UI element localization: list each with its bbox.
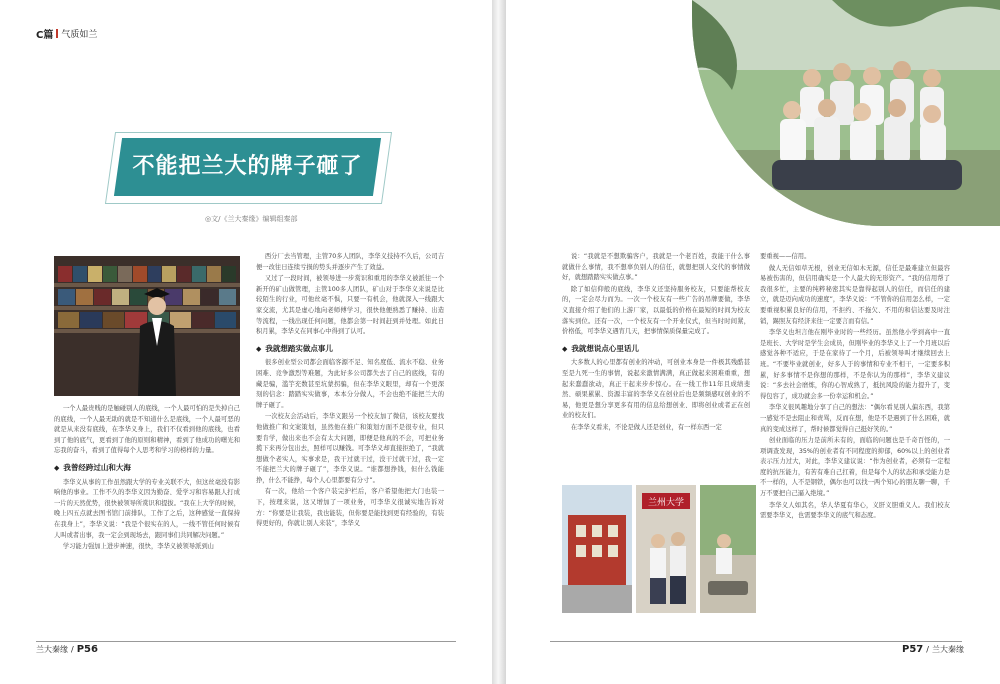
paragraph: 李华义很风趣地分享了自己的想法：“偶尔看见别人偏东西，我第一感觉不是去阻止和责骂，反而在想，他是不是遇到了什么困难，就真的变成这样了，帮时候都觉得自己挺好笑的。”: [760, 404, 950, 433]
diamond-icon: ◆: [54, 463, 60, 472]
paragraph: 一次校友会活动后，李华义跟另一个校友加了微信，该校友要找他做推广和文案策划，虽然他在推广和策划方面不是很专业，但只要肯学，做出来也不会有太大问题，即便是他真的不会，可把业务揽下来再分包出去，照样可以赚钱。可李华义却直接拒绝了，“我就想做个老实人，实事求是，我干过就干过，没干过就干过，我一定不能把兰大的牌子砸了”，李华义说。“谁都想挣钱，但什么钱能挣，什么不能挣，每个人心里都要有分寸”。: [256, 413, 444, 484]
paragraph: 说：“我就是不想欺骗客户，我就是一个老百姓，我能干什么事就做什么事情，我不想辜负别人的信任，就想把别人交代的事情做好，就想踏踏实实做点事。”: [562, 253, 750, 282]
section-name: 气质如兰: [61, 30, 98, 40]
subhead-2: ◆ 我就想踏实做点事儿: [256, 343, 333, 353]
folio-brand: 兰大秦缘: [931, 645, 964, 654]
paragraph: 在李华义看来，不论是做人还是创业，有一样东西一定: [570, 423, 722, 431]
paragraph: 要重视——信用。: [760, 253, 811, 260]
paragraph: 西分厂去当管理，主管70多人团队，李华义技持不久后，公司吉便一改往日连续亏损的势头并逐步产生了效益。: [256, 253, 444, 271]
right-col2: [760, 252, 950, 523]
subhead-3: ◆ 我就想说点心里话儿: [562, 343, 639, 353]
portrait-photo: [54, 256, 240, 396]
graduate-figure: [132, 286, 182, 396]
left-col1: [54, 404, 240, 554]
title-banner: [110, 132, 385, 202]
paragraph: 除了如信仰般的底线，李华义还坚持服务校友，只要能帮校友的，一定会尽力而为。一次一个校友有一些广告的吊牌要做，李华义直接介绍了他们的上游厂家，以最低的价格在最短的时间为校友落实到位。还有一次，一个校友有一个开业仪式，但当时时间紧，价格低，可李华义遇宵几天，把事情保质保量完成了。: [562, 285, 750, 336]
section-tag: [36, 26, 97, 41]
right-col1: [562, 252, 750, 435]
paragraph: 李华义也坦言他在刚毕业时的一些经历。虽然他小学到高中一直是班长、大学时是学生会成员，但刚毕业的李华义上了一个月班以后感觉各种不适应，于是在家待了一个月，后被领导叫才继续回去上班。“不要毕业就创业，好多人于的事情和专业不相干，一定要多积累，好多事情不是你想的那样，不是你认为的那样”，李华义建议说：“多去社会磨炼，你的心智成熟了，抵抗风险的能力提升了，变得包容了，成功就会多一份幸运和机会。”: [760, 329, 950, 400]
left-page: [0, 0, 492, 684]
section-bar: [56, 29, 58, 38]
folio-right: P57 / 兰大秦缘: [902, 644, 964, 655]
folio-brand: 兰大秦缘: [36, 645, 68, 654]
article-title: 不能把兰大的牌子砸了: [132, 153, 363, 179]
diamond-icon: ◆: [256, 344, 262, 353]
paragraph: 做人无信如草无根，创业无信如木无源，信任是最难建立但最容易被伤害的，但信用确实是一个人最大的无形资产。“我的信用帮了我很多忙，主要的纯粹秘密其实是靠得起别人的信任，而信任的建立，就是迈向成功的速度”，李华义说：“不管你的信用怎么样，一定要重视积累良好的信用，不拒约、不拖欠、不用的和信达要及时注销，踢照友有经济来往一定要言而有信。”: [760, 264, 950, 325]
section-mark: C篇: [36, 30, 54, 41]
folio-left: 兰大秦缘 / P56: [36, 644, 98, 655]
intro-paragraph: 一个人最贵贱的是触碰别人的底线，一个人最可怕的是失掉自己的底线，一个人最无助的就是不知道什么是底线，一个人最可恶的就是从来没有底线，在李华义身上，我们不仅看到他的底线，也看到了他的底气，更看到了他的原则和精神，看到了他成功的曙光和忘我的奋斗，看到了值得每个人思考和学习的榜样的力量。: [54, 405, 240, 455]
diamond-icon: ◆: [562, 344, 568, 353]
book-gutter: [492, 0, 506, 684]
paragraph: 李华义人如其名，华人华夏有华心，义肝义胆重义人。我们校友需要李华义，也需要李华义的底气和态度。: [760, 501, 950, 520]
campus-photo: [562, 485, 756, 613]
paragraph: 很多创业型公司都会面临客源不足、知名度低、流水不稳、业务困难、竞争激烈等难题，为此好多公司都失去了自己的底线，有的藏是骗，滥竽充数甚至坑蒙拐骗，但在李华义眼里，却有一个更深刻的信念：踏踏实实做事，本本分分做人，不会也绝不能把兰大的牌子砸了。: [256, 359, 444, 409]
paragraph: 又过了一段时间，被领导进一步赏识和重用的李华义被派往一个新开的矿山做管理，主管100多人团队，矿山对于李华义来说是比较陌生的行业，可他丝毫不惧，只要一有机会，他就深入一线跟大家交流，尤其是虚心地向老师傅学习，很快他便熟悉了赚持、出造等流程，一线出现任何问题，他都会第一时间赶到并处理。如此日积月累，李华义在同事心中得到了认可。: [256, 275, 444, 336]
byline: ◎文/《兰大秦缘》编辑组秦部: [205, 215, 298, 223]
campus-sign: 兰州大学: [647, 498, 685, 508]
paragraph: 大多数人的心里都有创业的冲动，可创业本身是一件极其残酷甚至是九死一生的事情，说起来激情满满，真正做起来困难重重，想起来蠢蠢欲动，真正干起来步步惊心。在一线工作11年且成绩斐然、硕果累累、资源丰富的李华义在创业后也是频频感叹创业的不易，他更是想分享更多有用的信息给想创业、即将创业或者正在创业的校友们。: [562, 359, 750, 420]
page-number: P57: [902, 644, 924, 655]
bookshelf-row: [58, 266, 236, 282]
subhead-1: ◆ 我曾经跨过山和大海: [54, 462, 131, 472]
paragraph: 有一次，他给一个客户装完护栏后，客户希望他把大门也装一下，按理来说，这又增加了一项业务，可李华义很诚实地告诉对方：“你要是让我装，我也能装，但你要是能找到更有经验的，有装得更好的，你就让别人来装”，李华义: [256, 488, 444, 528]
left-col2: [256, 252, 444, 531]
paragraph: 创业面临的压力是前所未有的，面临的问题也是千奇百怪的，一项调查发现，35%的创业者有不同程度的抑郁，60%以上的创业者表示压力过大，对此，李华义建议说：“作为创业者，必须有一定程度的抗压能力，有苦有难自己扛着，但是每个人的状态和承受能力是不一样的，人不是钢铁，偶尔也可以找一两个知心的朋友聊一聊，千万不要把自己逼入绝境。”: [760, 437, 950, 498]
paragraph: 学习能力强加上进步神速，很快，李华义被领导派到山: [62, 543, 214, 551]
paragraph: 李华义从事的工作虽然跟大学的专业关联不大，但这丝毫没有影响他的事业。工作不久的李华义因为勤奋、爱学习和容易跟人打成一片的天然优势，很快被领导所赏识和提拔。“我在上大学的时候，晚上四五点就去图书馆门前排队，工作了之后，这种感觉一直保持在我身上”，李华义说：“我是个很实在的人，一线不管任何时候有人叫或者出事，我一定会到现场去，跟同事们共同解决问题。”: [54, 478, 240, 539]
page-number: P56: [76, 644, 98, 655]
